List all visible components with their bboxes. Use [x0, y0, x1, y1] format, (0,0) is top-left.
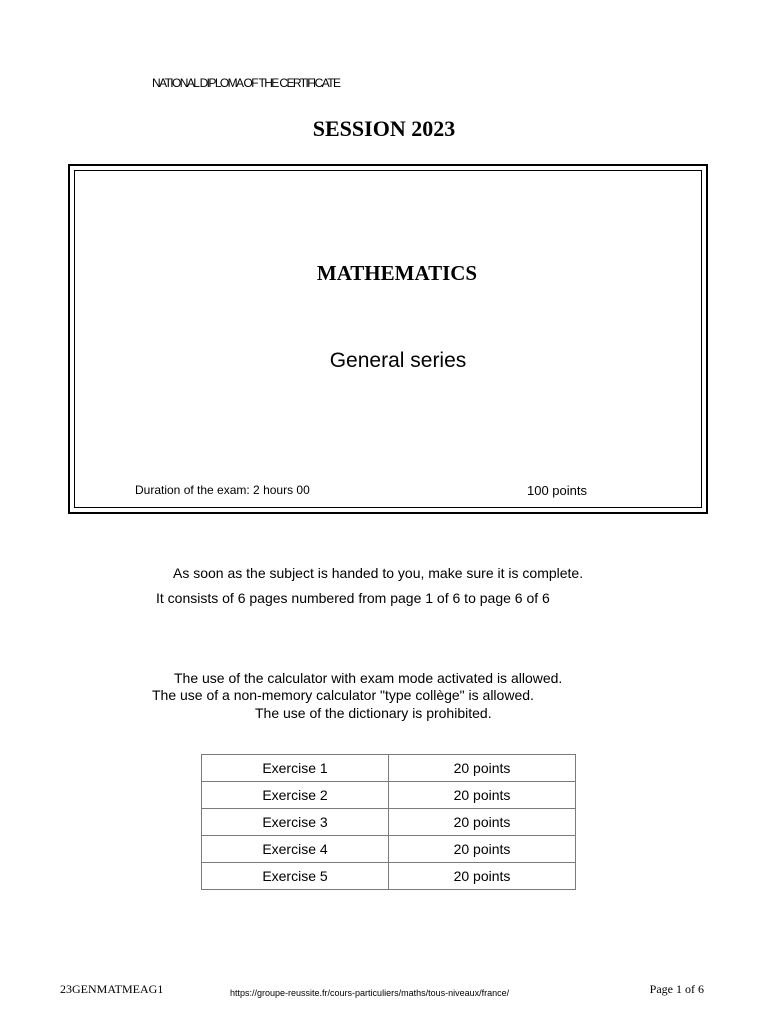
exam-duration: Duration of the exam: 2 hours 00	[135, 483, 310, 497]
instruction-check-complete: As soon as the subject is handed to you, make sure it is complete.	[173, 565, 584, 581]
page-number: Page 1 of 6	[649, 982, 704, 996]
subject-code: 23GENMATMEAG1	[60, 982, 164, 996]
instruction-calculator-college: The use of a non-memory calculator "type collège" is allowed.	[152, 687, 534, 703]
table-row	[202, 782, 576, 809]
exercise-name: Exercise 2	[202, 782, 389, 809]
instruction-calculator-exam-mode: The use of the calculator with exam mode activated is allowed.	[174, 670, 563, 686]
series-title: General series	[329, 349, 467, 372]
exercise-points: 20 points	[389, 782, 576, 809]
footer-url[interactable]: https://groupe-reussite.fr/cours-particuliers/maths/tous-niveaux/france/	[230, 988, 510, 998]
exercise-points: 20 points	[389, 836, 576, 863]
exercise-name: Exercise 3	[202, 809, 389, 836]
subject-title: MATHEMATICS	[316, 261, 478, 285]
session-title: SESSION 2023	[312, 116, 456, 141]
exercise-name: Exercise 4	[202, 836, 389, 863]
cover-box-inner	[74, 170, 702, 508]
table-row	[202, 809, 576, 836]
exercise-name: Exercise 5	[202, 863, 389, 890]
exercise-points: 20 points	[389, 755, 576, 782]
table-row	[202, 863, 576, 890]
total-points: 100 points	[527, 483, 587, 498]
table-row	[202, 836, 576, 863]
cover-box	[68, 164, 708, 514]
exercise-points: 20 points	[389, 863, 576, 890]
exercise-name: Exercise 1	[202, 755, 389, 782]
exercise-points: 20 points	[389, 809, 576, 836]
exercise-points-table	[201, 754, 576, 890]
instruction-dictionary: The use of the dictionary is prohibited.	[255, 705, 492, 721]
instruction-page-count: It consists of 6 pages numbered from page 1 of 6 to page 6 of 6	[156, 590, 550, 606]
diploma-title: NATIONAL DIPLOMA OF THE CERTIFICATE	[152, 76, 340, 90]
table-row	[202, 755, 576, 782]
